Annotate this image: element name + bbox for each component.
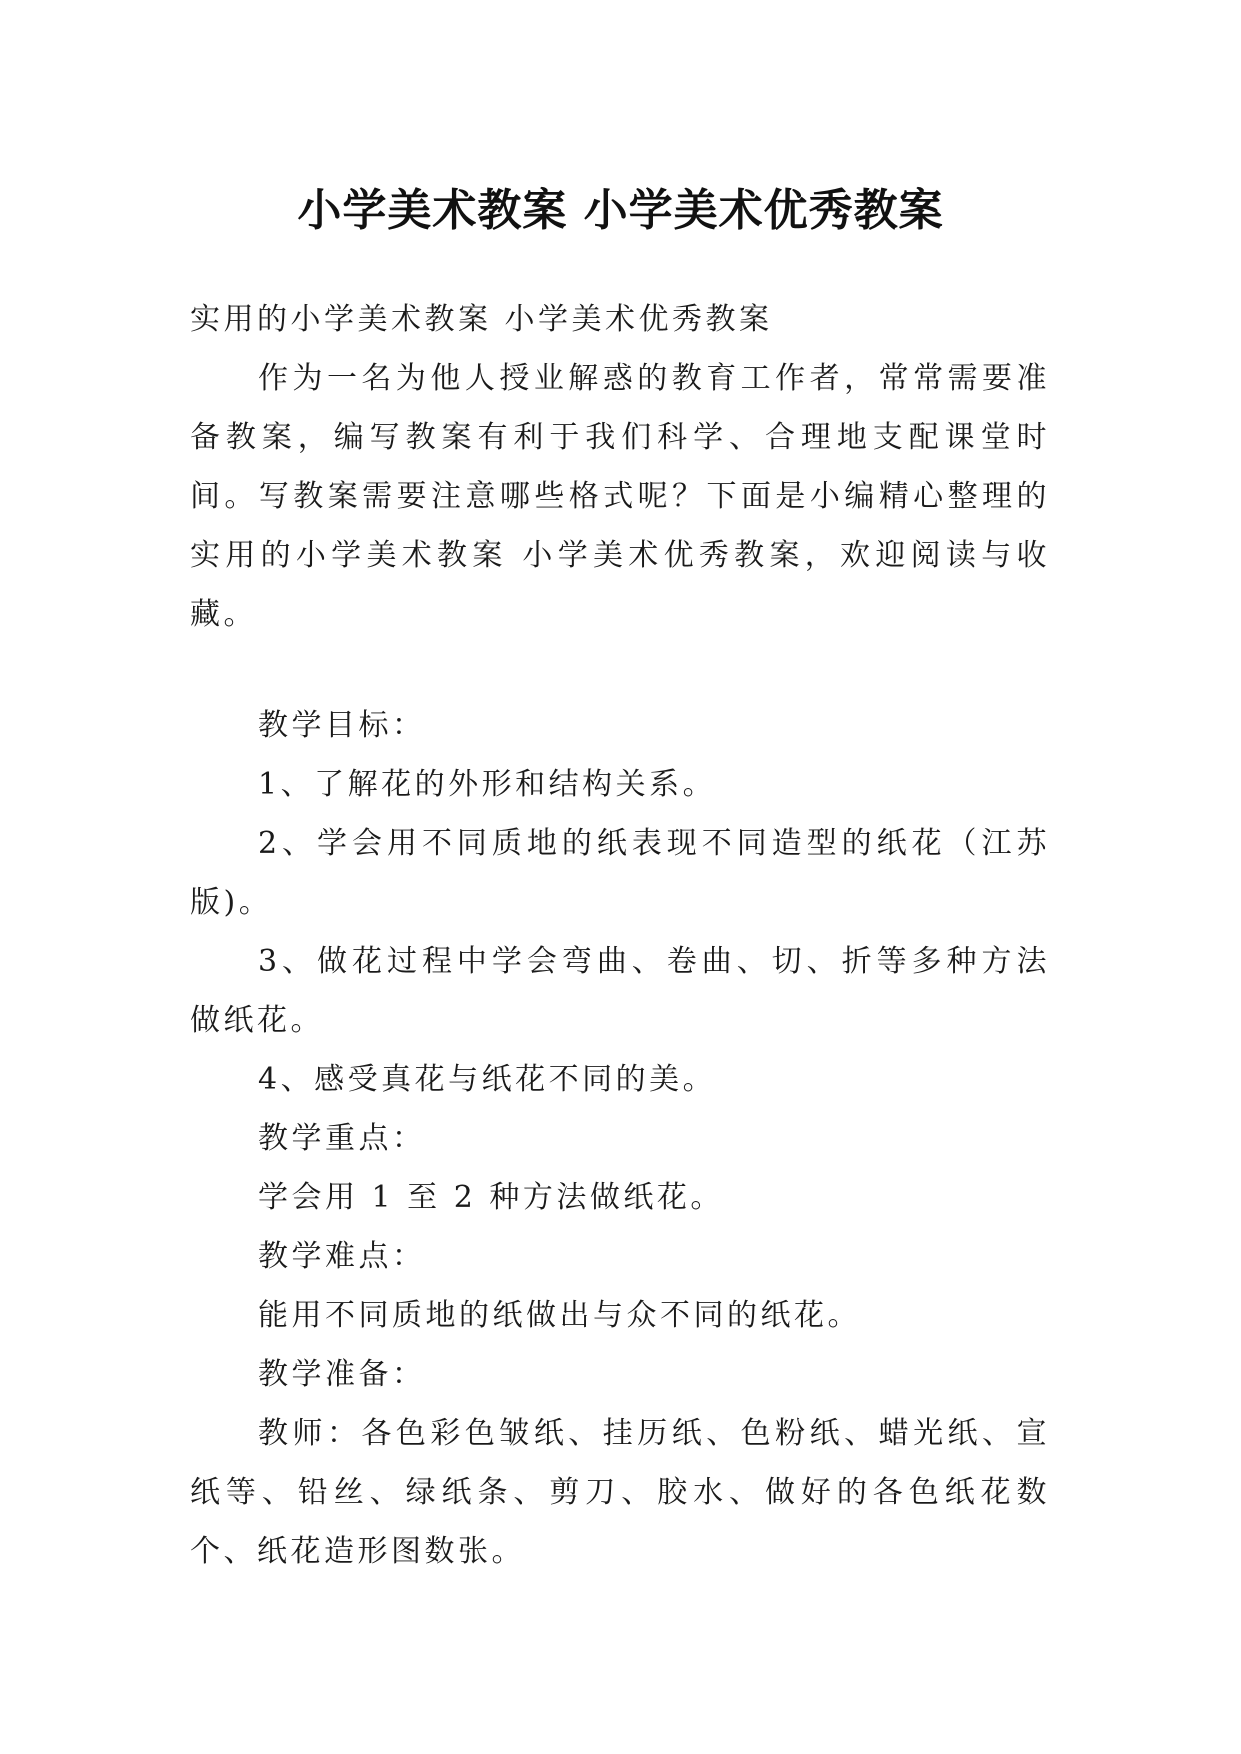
intro-section xyxy=(190,290,1050,644)
intro-subtitle: 实用的小学美术教案 小学美术优秀教案 xyxy=(190,302,773,337)
goal-item-1: 1、了解花的外形和结构关系。 xyxy=(258,767,717,802)
intro-paragraph: 作为一名为他人授业解惑的教育工作者，常常需要准备教案，编写教案有利于我们科学、合理地支配课堂时间。写教案需要注意哪些格式呢？下面是小编精心整理的实用的小学美术教案 小学美术优秀教案，欢迎阅读与收藏。 xyxy=(190,361,1050,632)
goal-item-3: 3、做花过程中学会弯曲、卷曲、切、折等多种方法做纸花。 xyxy=(190,944,1050,1038)
preparation-text: 教师：各色彩色皱纸、挂历纸、色粉纸、蜡光纸、宣纸等、铅丝、绿纸条、剪刀、胶水、做好的各色纸花数个、纸花造形图数张。 xyxy=(190,1416,1050,1569)
difficulty-heading: 教学难点： xyxy=(258,1239,426,1274)
document-title: 小学美术教案 小学美术优秀教案 xyxy=(297,185,944,237)
preparation-heading: 教学准备： xyxy=(258,1357,426,1392)
key-point-text: 学会用 1 至 2 种方法做纸花。 xyxy=(258,1180,724,1215)
lesson-section xyxy=(190,696,1050,1581)
key-point-heading: 教学重点： xyxy=(258,1121,426,1156)
goal-item-4: 4、感受真花与纸花不同的美。 xyxy=(258,1062,717,1097)
goals-heading: 教学目标： xyxy=(258,708,426,743)
difficulty-text: 能用不同质地的纸做出与众不同的纸花。 xyxy=(258,1298,861,1333)
goal-item-2: 2、学会用不同质地的纸表现不同造型的纸花（江苏版)。 xyxy=(190,826,1050,920)
